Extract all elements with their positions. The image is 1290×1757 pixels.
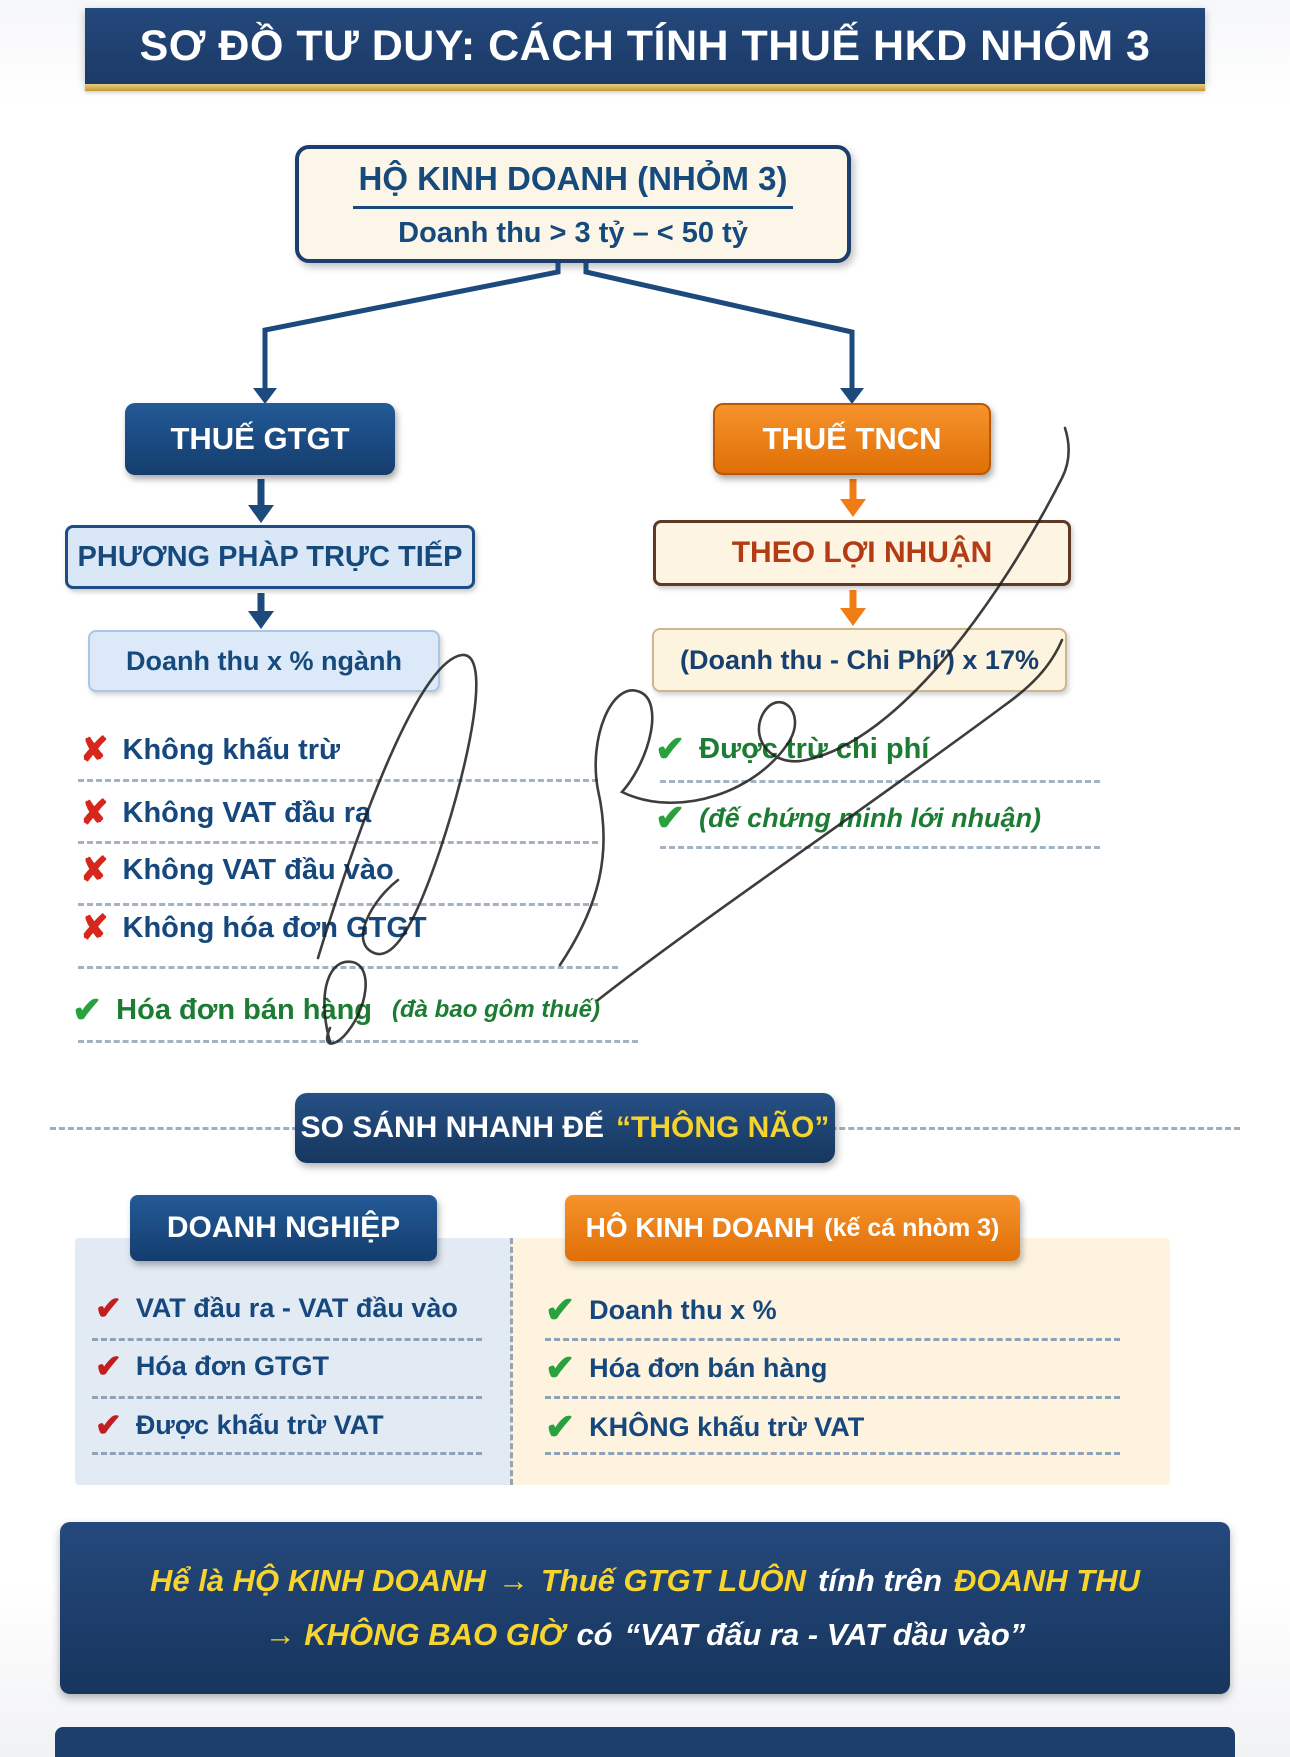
arrow-right-icon: → xyxy=(497,1563,529,1598)
con-label: Không hóa đơn GTGT xyxy=(122,911,427,944)
divider xyxy=(545,1338,1120,1341)
tncn-pro-item xyxy=(655,728,930,769)
page-title: SƠ ĐỒ TƯ DUY: CÁCH TÍNH THUẾ HKD NHÓM 3 xyxy=(85,8,1205,84)
household-header-note: (kế cá nhòm 3) xyxy=(824,1213,1000,1242)
check-icon: ✔ xyxy=(545,1347,576,1388)
branch-tncn: THUẾ TNCN xyxy=(713,403,991,475)
divider xyxy=(545,1452,1120,1455)
conclusion-text: ĐOANH THU xyxy=(954,1563,1141,1598)
gtgt-formula-box: Doanh thu x % ngành xyxy=(88,630,440,692)
gtgt-con-item xyxy=(80,853,394,887)
comparison-title-accent: “THÔNG NÃO” xyxy=(616,1111,830,1144)
panel-divider xyxy=(510,1238,513,1485)
footer-bar xyxy=(55,1727,1235,1757)
divider xyxy=(660,846,1100,849)
conclusion-text: Thuế GTGT LUÔN xyxy=(540,1563,807,1598)
gtgt-con-item xyxy=(80,911,427,945)
check-icon: ✔ xyxy=(95,1290,122,1326)
conclusion-text: có xyxy=(576,1617,613,1652)
tncn-formula-box: (Doanh thu - Chi Phí′) x 17% xyxy=(652,628,1067,692)
branch-gtgt: THUẾ GTGT xyxy=(125,403,395,475)
con-label: Không VAT đầu ra xyxy=(122,796,372,829)
gtgt-con-item xyxy=(80,733,340,767)
divider xyxy=(78,903,598,906)
household-item xyxy=(545,1347,828,1388)
divider xyxy=(78,966,618,969)
check-icon: ✔ xyxy=(545,1406,576,1447)
household-item-label: Hóa đơn bán hàng xyxy=(589,1352,828,1383)
tncn-pro-item xyxy=(655,797,1042,838)
company-item xyxy=(95,1409,384,1441)
conclusion-text: → KHÔNG BAO GIỜ xyxy=(264,1617,565,1652)
root-node xyxy=(295,145,851,263)
pro-label: Được trừ chi phí xyxy=(699,732,930,765)
divider xyxy=(660,780,1100,783)
conclusion-banner xyxy=(60,1522,1230,1694)
divider xyxy=(78,1040,638,1043)
conclusion-text: tính trên xyxy=(818,1563,943,1598)
pro-note: (đế chứng minh lới nhuận) xyxy=(699,802,1042,833)
gold-divider xyxy=(85,84,1205,91)
company-item-label: Được khấu trừ VAT xyxy=(135,1409,384,1440)
divider xyxy=(92,1396,482,1399)
gtgt-method-box: PHƯƠNG PHÀP TRỰC TIẾP xyxy=(65,525,475,589)
household-header xyxy=(565,1195,1020,1261)
gtgt-con-item xyxy=(80,796,371,830)
comparison-title xyxy=(295,1093,835,1163)
root-node-title: HỘ KINH DOANH (NHỎM 3) xyxy=(353,158,794,209)
divider xyxy=(78,841,598,844)
check-icon: ✔ xyxy=(655,728,686,769)
check-icon: ✔ xyxy=(545,1289,576,1330)
check-icon: ✔ xyxy=(72,989,103,1030)
pro-note: (đà bao gôm thuế) xyxy=(392,996,600,1023)
divider xyxy=(545,1396,1120,1399)
gtgt-pro-item xyxy=(72,989,600,1030)
company-item-label: VAT đầu ra - VAT đầu vào xyxy=(135,1292,458,1323)
household-item xyxy=(545,1289,777,1330)
tncn-method-box: THEO LỢI NHUẬN xyxy=(653,520,1071,586)
conclusion-text: “VAT đấu ra - VAT dầu vào” xyxy=(624,1617,1026,1652)
company-item xyxy=(95,1350,329,1382)
company-item xyxy=(95,1292,458,1324)
pro-label: Hóa đơn bán hàng xyxy=(116,993,373,1026)
x-icon: ✘ xyxy=(80,794,109,832)
con-label: Không VAT đầu vào xyxy=(122,853,394,886)
root-node-subtitle: Doanh thu > 3 tỷ – < 50 tỷ xyxy=(398,217,748,249)
x-icon: ✘ xyxy=(80,851,109,889)
conclusion-line-1 xyxy=(150,1563,1140,1599)
divider xyxy=(78,779,598,782)
household-item xyxy=(545,1406,865,1447)
x-icon: ✘ xyxy=(80,909,109,947)
company-header: DOANH NGHIỆP xyxy=(130,1195,437,1261)
conclusion-line-2 xyxy=(265,1617,1026,1653)
check-icon: ✔ xyxy=(95,1407,122,1443)
x-icon: ✘ xyxy=(80,731,109,769)
household-header-main: HÔ KINH DOANH xyxy=(585,1212,815,1243)
divider xyxy=(92,1338,482,1341)
company-item-label: Hóa đơn GTGT xyxy=(135,1350,329,1381)
household-item-label: KHÔNG khấu trừ VAT xyxy=(589,1411,865,1442)
divider xyxy=(92,1452,482,1455)
conclusion-text: Hể là HỘ KINH DOANH xyxy=(149,1563,486,1598)
con-label: Không khấu trừ xyxy=(122,733,341,766)
comparison-title-main: SO SÁNH NHANH ĐẾ xyxy=(300,1111,605,1144)
check-icon: ✔ xyxy=(95,1348,122,1384)
household-item-label: Doanh thu x % xyxy=(589,1294,777,1325)
check-icon: ✔ xyxy=(655,797,686,838)
